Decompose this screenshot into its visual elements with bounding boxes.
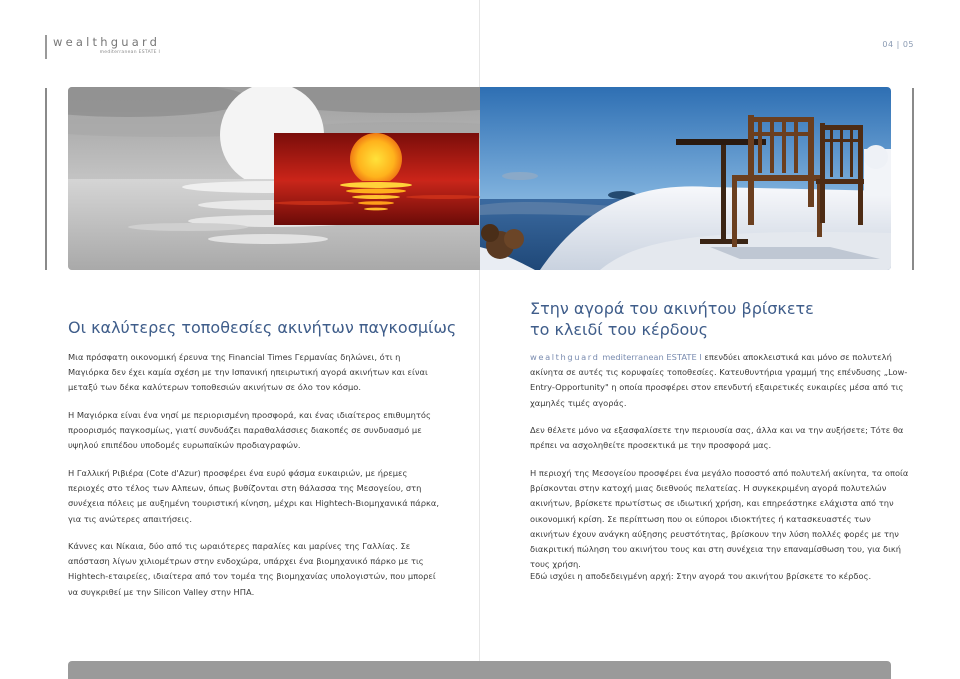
inline-brand: wealthguard: [530, 352, 600, 362]
right-title-line-2: το κλειδί του κέρδους: [530, 320, 708, 339]
page-numbers: 04 | 05: [882, 40, 914, 49]
right-paragraph-2: Δεν θέλετε μόνο να εξασφαλίσετε την περιουσία σας, άλλα και να την αυξήσετε; Τότε θα πρέπει να ασχοληθείτε προσεκτικά με την προσφορά μας.: [530, 425, 904, 451]
left-page-title: Οι καλύτερες τοποθεσίες ακινήτων παγκοσμίως: [68, 318, 457, 337]
right-paragraph-3: Η περιοχή της Μεσογείου προσφέρει ένα μεγάλο ποσοστό από πολυτελή ακίνητα, τα οποία βρίσκονται στην κατοχή μιας διεθνούς πελατείας. Η συγκεκριμένη αγορά πολυτελών ακινήτων, βρίσκετε πρωτίστως σε ιδιωτική χρήση, και επηρεάστηκε ελάχιστα από την οικονομική κρίση. Σε περίπτωση που οι εύποροι ιδιοκτήτες ή κατασκευαστές των ακινήτων έχουν ανάγκη αύξησης ρευστότητας, βρίσκουν την λύση πολλές φορές με την διακριτική πώληση του ακινήτου τους και στη συνέχεια την επαναμίσθωση του, για δική τους χρήση.: [530, 468, 909, 570]
right-title-line-1: Στην αγορά του ακινήτου βρίσκετε: [530, 299, 814, 318]
left-paragraph-2: Η Μαγιόρκα είναι ένα νησί με περιορισμένη προσφορά, και ένας ιδιαίτερος επιθυμητός προορισμός παγκοσμίως, γιατί συνδυάζει παραθαλάσσιες διακοπές σε συνδυασμό με υψηλού επιπέδου υποδομές ευρωπαϊκών προδιαγραφών.: [68, 410, 431, 451]
logo-tagline: mediterranean ESTATE I: [99, 50, 161, 55]
left-paragraph-1: Μια πρόσφατη οικονομική έρευνα της Financial Times Γερμανίας δηλώνει, ότι η Μαγιόρκα δεν έχει καμία σχέση με την Ισπανική ηπειρωτική αγορά ακινήτων και είναι μεταξύ των δέκα καλύτερων τοποθεσιών ακινήτων σε όλο τον κόσμο.: [68, 352, 428, 393]
sunset-image: [68, 87, 480, 270]
footer-bar: [68, 661, 891, 679]
right-paragraph-1-text: επενδύει αποκλειστικά και μόνο σε πολυτελή ακίνητα σε αυτές τις κορυφαίες τοποθεσίες. Κατευθυντήρια γραμμή της επένδυσης „Low-Entry-Opportunity" η οποία προσφέρει στον επενδυτή εξαιρετικές ευκαιρίες μέσα από τις χαμηλές τιμές αγοράς.: [530, 352, 908, 408]
right-paragraph-1: [530, 350, 910, 411]
right-accent-bar: [912, 88, 914, 270]
logo: [45, 35, 160, 59]
right-page-title: [530, 298, 814, 340]
left-paragraph-3: Η Γαλλική Ριβιέρα (Cote d'Azur) προσφέρει ένα ευρύ φάσμα ευκαιριών, με ήρεμες περιοχές στο τέλος των Αλπεων, όπως βυθίζονται στη θάλασσα της Μεσογείου, στη συνέχεια πόλεις με αυξημένη τουριστική κίνηση, μέχρι και Hightech-Βιομηχανικά πάρκα, για τις ανώτερες απαιτήσεις.: [68, 468, 440, 524]
right-paragraph-4: Εδώ ισχύει η αποδεδειγμένη αρχή: Στην αγορά του ακινήτου βρίσκετε το κέρδος.: [530, 571, 872, 581]
left-accent-bar: [45, 88, 47, 270]
left-paragraph-4: Κάννες και Νίκαια, δύο από τις ωραιότερες παραλίες και μαρίνες της Γαλλίας. Σε απόσταση λίγων χιλιομέτρων στην ενδοχώρα, υπάρχει ένα βιομηχανικό πάρκο με τις Hightech-εταιρείες, ιδιαίτερα από τον τομέα της βιομηχανίας υπολογιστών, που μπορεί να συγκριθεί με την Silicon Valley στην ΗΠΑ.: [68, 541, 436, 597]
terrace-image: [480, 87, 891, 270]
logo-wordmark: wealthguard: [53, 35, 161, 49]
inline-brand-sub: mediterranean ESTATE I: [602, 352, 702, 362]
